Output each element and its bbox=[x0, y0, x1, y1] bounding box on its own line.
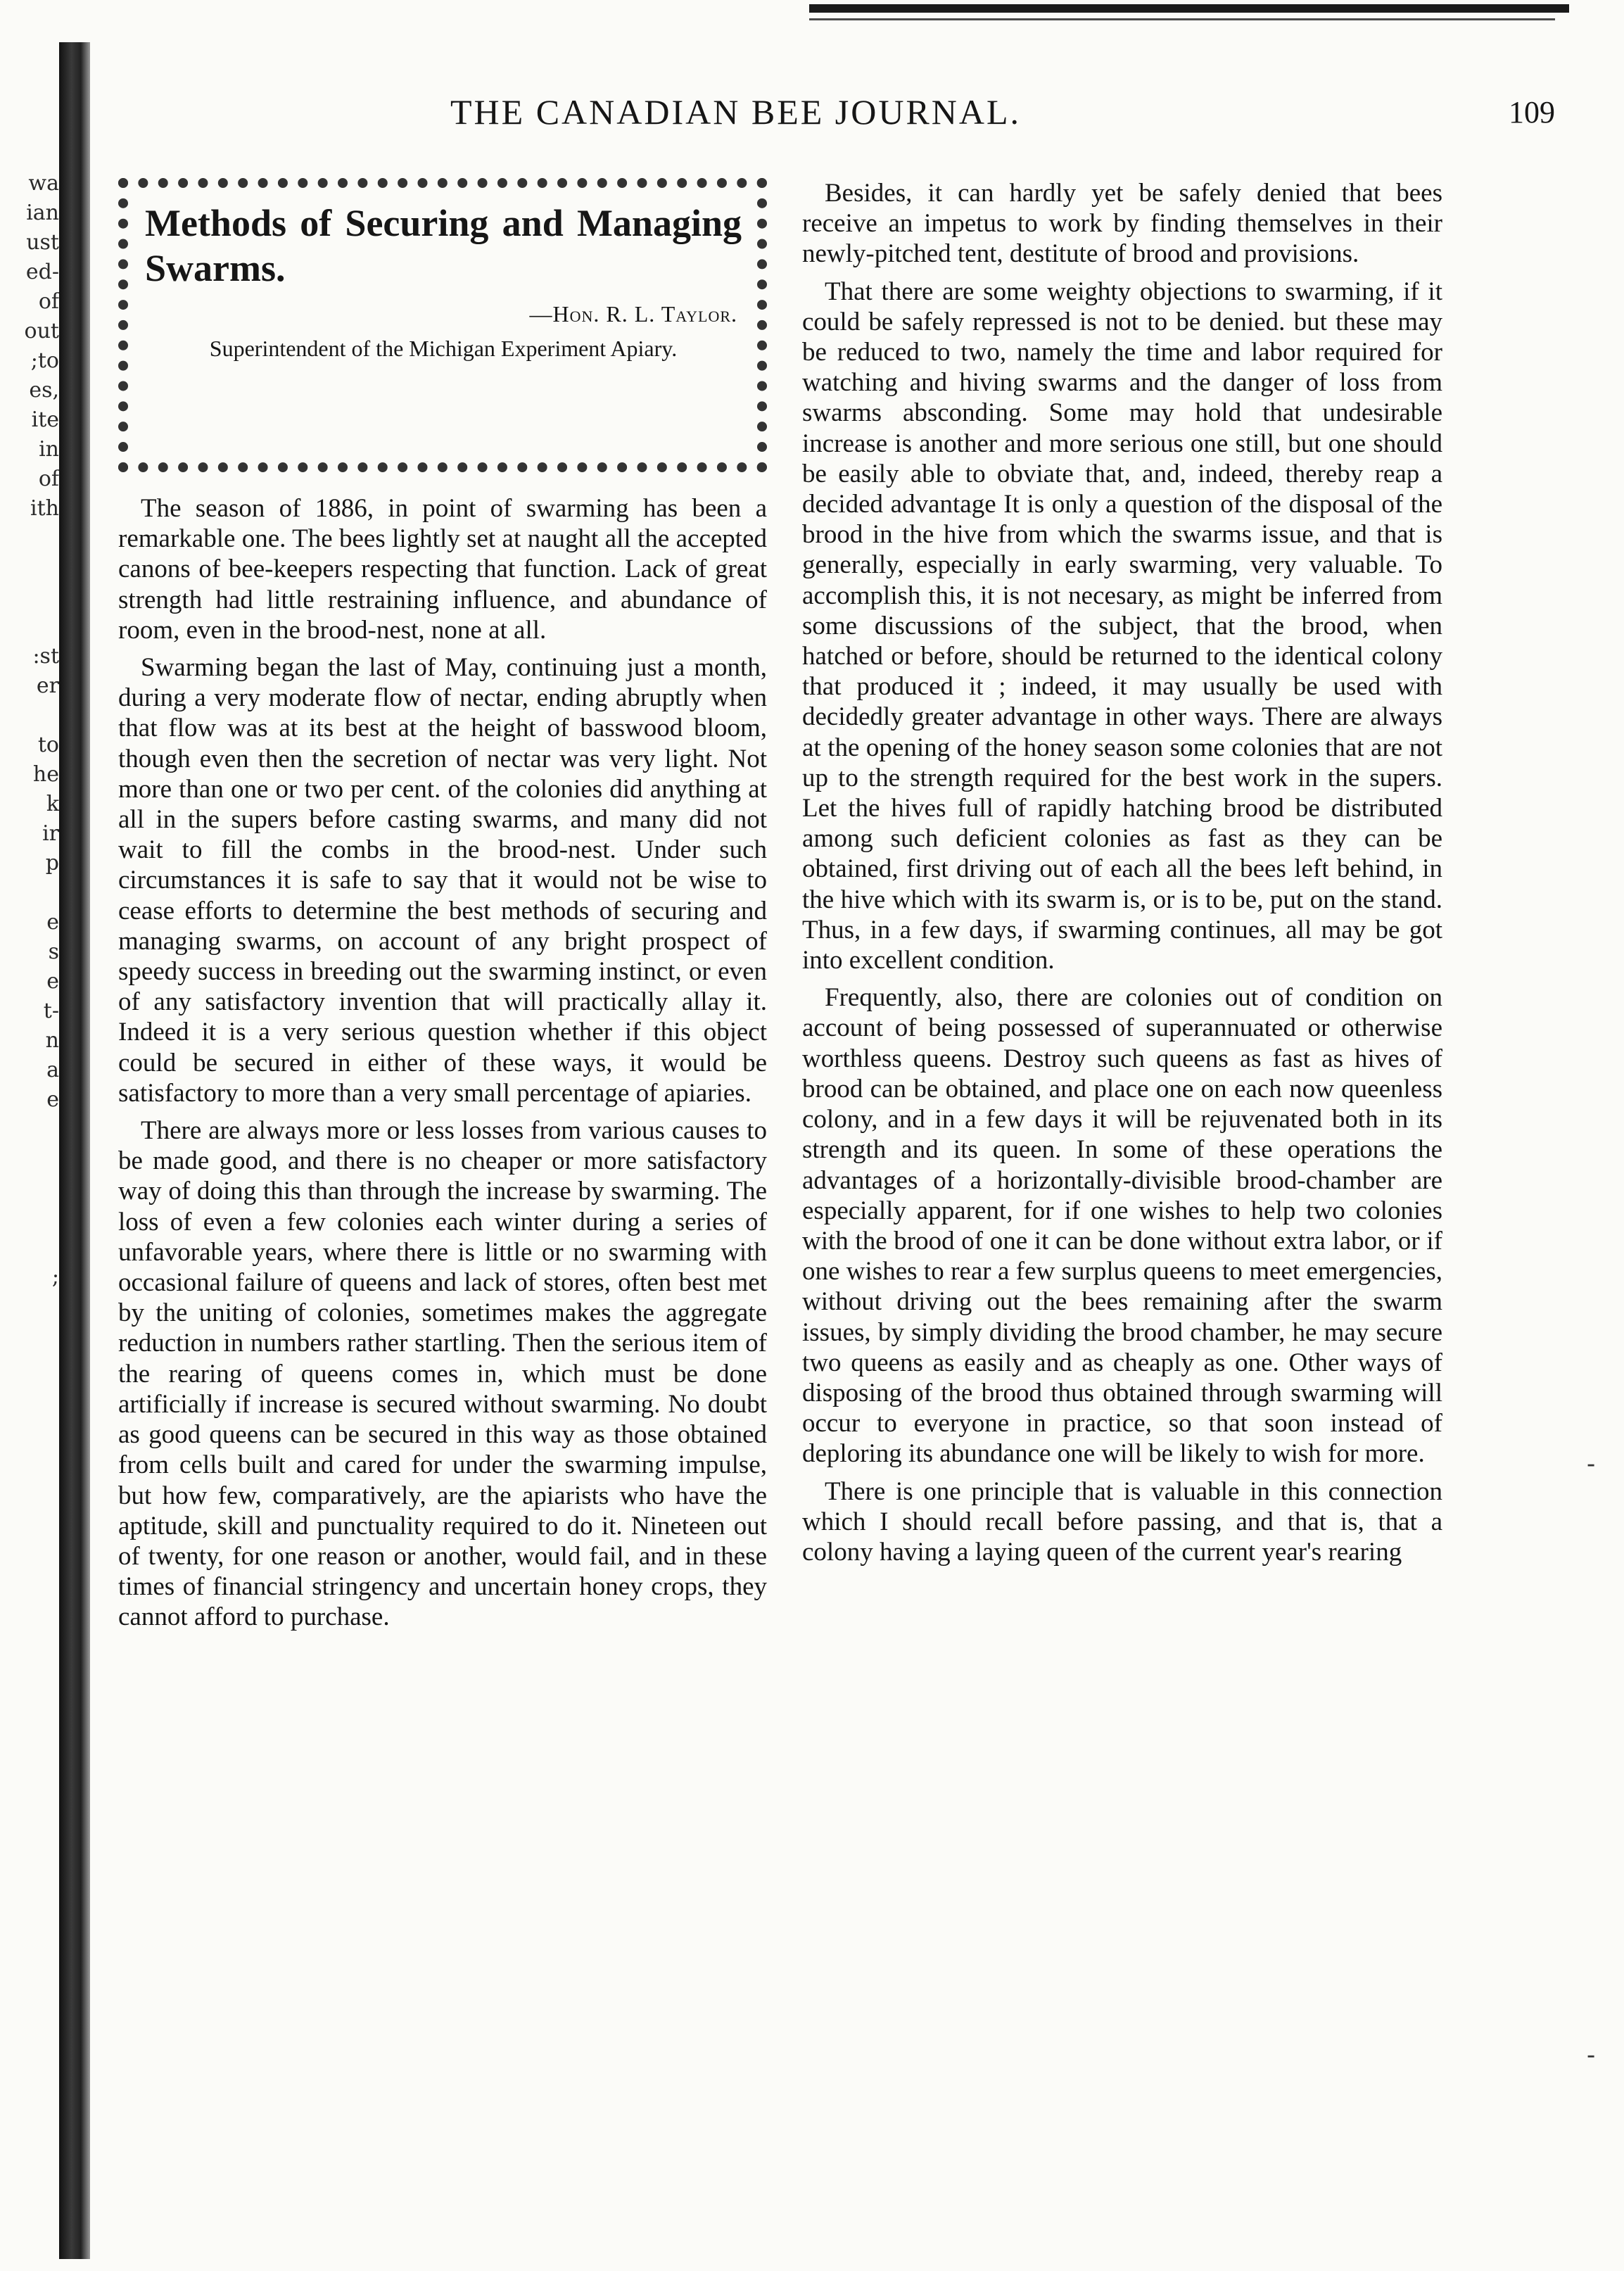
margin-bleed-fragment bbox=[3, 524, 59, 553]
margin-bleed-fragment bbox=[3, 1203, 59, 1233]
running-header bbox=[113, 91, 1569, 148]
margin-bleed-fragment bbox=[3, 701, 59, 730]
margin-bleed-fragment: ith bbox=[30, 496, 59, 521]
right-column bbox=[802, 178, 1442, 1567]
paragraph: The season of 1886, in point of swarming has been a remarkable one. The bees lightly set at naught all the accepted canons of bee-keepers respecting that function. Lack of great strength had little restraining influence, and abundance of room, even in the brood-nest, none at all. bbox=[118, 494, 767, 645]
margin-bleed-fragment bbox=[3, 553, 59, 583]
page-binding-shadow bbox=[59, 42, 90, 2259]
margin-bleed-fragment: ed- bbox=[25, 260, 59, 284]
article-title: Methods of Securing and Managing Swarms. bbox=[145, 202, 742, 289]
margin-bleed-fragment bbox=[3, 612, 59, 642]
article-title-box bbox=[118, 178, 767, 472]
margin-bleed-fragment: wa bbox=[28, 171, 59, 196]
paragraph: There is one principle that is valuable in this connection which I should recall before passing, and that is, that a colony having a laying queen of the current year's rearing bbox=[802, 1476, 1442, 1567]
margin-bleed-fragment: ite bbox=[31, 407, 59, 432]
margin-bleed-fragment bbox=[3, 1233, 59, 1263]
margin-mark: - bbox=[1587, 1450, 1596, 1479]
paragraph: Swarming began the last of May, continuing just a month, during a very moderate flow of nectar, ending abruptly when that flow was at its best at the height of basswood bloom, though even then the secretion of nectar was very light. Not more than one or two per cent. of the colonies did anything at all in the supers before casting swarms, and many did not wait to fill the combs in the brood-nest. Under such circumstances it is safe to say that it would not be wise to cease efforts to determine the best methods of securing and managing swarms, on account of any bright prospect of speedy success in breeding out the swarming instinct, or even of any satisfactory invention that will practically allay it. Indeed it is a very serious question whether if this object could be secured in either of these ways, it would be satisfactory to more than a very small percentage of apiaries. bbox=[118, 653, 767, 1108]
paragraph: That there are some weighty objections to swarming, if it could be safely repressed is not to be denied. but these may be reduced to two, namely the time and labor required for watching and hiving swarms and the danger of loss from swarms absconding. Some may hold that undesirable increase is another and more serious one still, but one should be easily able to obviate that, and, indeed, thereby reap a decided advantage It is only a question of the disposal of the brood in the hive from which the swarms issue, and that is generally, especially in early swarming, very valuable. To accomplish this, it is not necesary, as might be inferred from some discussions of the subject, that the brood, when hatched or before, should be returned to the identical colony that produced it ; indeed, it may usually be used with decidedly greater advantage in other ways. There are always at the opening of the honey season some colonies that are not up to the strength required for the best work in the supers. Let the hives full of rapidly hatching brood be distributed among such deficient colonies as fast as they can be obtained, first driving out of each all the bees left behind, in the hive which with its swarm is, or is to be, put on the stand. Thus, in a few days, if swarming continues, all may be got into excellent condition. bbox=[802, 277, 1442, 975]
margin-bleed-fragment: :st bbox=[32, 644, 59, 669]
margin-bleed-fragment: n bbox=[45, 1028, 59, 1053]
margin-bleed-fragment: in bbox=[39, 437, 59, 462]
margin-bleed-fragment bbox=[3, 878, 59, 908]
left-column bbox=[118, 178, 767, 1633]
margin-mark: - bbox=[1587, 2041, 1596, 2070]
margin-bleed-fragment: of bbox=[38, 289, 59, 314]
top-rule-thin bbox=[809, 18, 1555, 20]
margin-bleed-fragment bbox=[3, 1174, 59, 1203]
margin-bleed-fragment: ; bbox=[51, 1265, 59, 1289]
margin-bleed-fragment: s bbox=[48, 940, 59, 964]
margin-bleed-fragment: he bbox=[32, 762, 59, 787]
margin-bleed-fragment: of bbox=[38, 467, 59, 491]
margin-bleed-fragment: er bbox=[36, 673, 59, 698]
margin-bleed-fragment: a bbox=[46, 1058, 59, 1082]
margin-bleed-fragment: ust bbox=[26, 230, 59, 255]
margin-bleed-fragment: k bbox=[46, 792, 59, 816]
paragraph: Frequently, also, there are colonies out of condition on account of being possessed of superannuated or otherwise worthless queens. Destroy such queens as fast as hives of brood can be obtained, and place one on each now queenless colony, and in a few days it will be rejuvenated both in its strength and its queen. In some of these operations the advantages of a horizontally-divisible brood-chamber are especially apparent, for if one wishes to help two colonies with the brood of one it can be done without extra labor, or if one wishes to rear a few surplus queens to meet emergencies, without driving out the bees remaining after the swarm issues, by simply dividing the brood chamber, he may secure two queens as easily and as cheaply as one. Other ways of disposing of the brood thus obtained through swarming will occur to everyone in practice, so that soon instead of deploring its abundance one will be likely to wish for more. bbox=[802, 983, 1442, 1469]
article-author: —Hon. R. L. Taylor. bbox=[529, 301, 737, 327]
running-head-title: THE CANADIAN BEE JOURNAL. bbox=[450, 92, 1022, 132]
paragraph: There are always more or less losses from various causes to be made good, and there is no cheaper or more satisfactory way of doing this than through the increase by swarming. The loss of even a few colonies each winter during a series of unfavorable years, where there is little or no swarming with occasional failure of queens and lack of stores, often best met by the uniting of colonies, sometimes makes the aggregate reduction in numbers rather startling. Then the serious item of the rearing of queens comes in, which must be done artificially if increase is secured without swarming. No doubt as good queens can be secured in this way as those obtained from cells built and cared for under the swarming impulse, but how few, comparatively, are the apiarists who have the aptitude, skill and punctuality required to do it. Nineteen out of twenty, for one reason or another, would fail, and in these times of financial stringency and uncertain honey crops, they cannot afford to purchase. bbox=[118, 1116, 767, 1632]
paragraph: Besides, it can hardly yet be safely denied that bees receive an impetus to work by finding themselves in their newly-pitched tent, destitute of brood and provisions. bbox=[802, 179, 1442, 269]
margin-bleed-fragment: e bbox=[46, 910, 59, 935]
margin-bleed-fragment: p bbox=[45, 851, 59, 875]
author-affiliation: Superintendent of the Michigan Experiment Apiary. bbox=[209, 336, 678, 362]
margin-bleed-fragment: e bbox=[46, 1087, 59, 1112]
margin-bleed-fragment: t- bbox=[43, 999, 59, 1023]
margin-bleed-fragment: ir bbox=[42, 821, 59, 846]
margin-bleed-fragment bbox=[3, 1115, 59, 1144]
margin-bleed-fragment: e bbox=[46, 969, 59, 994]
page-number: 109 bbox=[1509, 95, 1555, 129]
margin-bleed-fragment: ;to bbox=[30, 348, 59, 373]
margin-bleed-fragment: out bbox=[24, 319, 59, 343]
margin-bleed-fragment: to bbox=[37, 733, 59, 757]
top-rule bbox=[809, 4, 1569, 13]
margin-bleed-fragment: es, bbox=[29, 378, 59, 403]
margin-bleed-text bbox=[3, 169, 59, 1292]
margin-bleed-fragment: ian bbox=[26, 201, 59, 225]
margin-bleed-fragment bbox=[3, 583, 59, 612]
margin-bleed-fragment bbox=[3, 1144, 59, 1174]
